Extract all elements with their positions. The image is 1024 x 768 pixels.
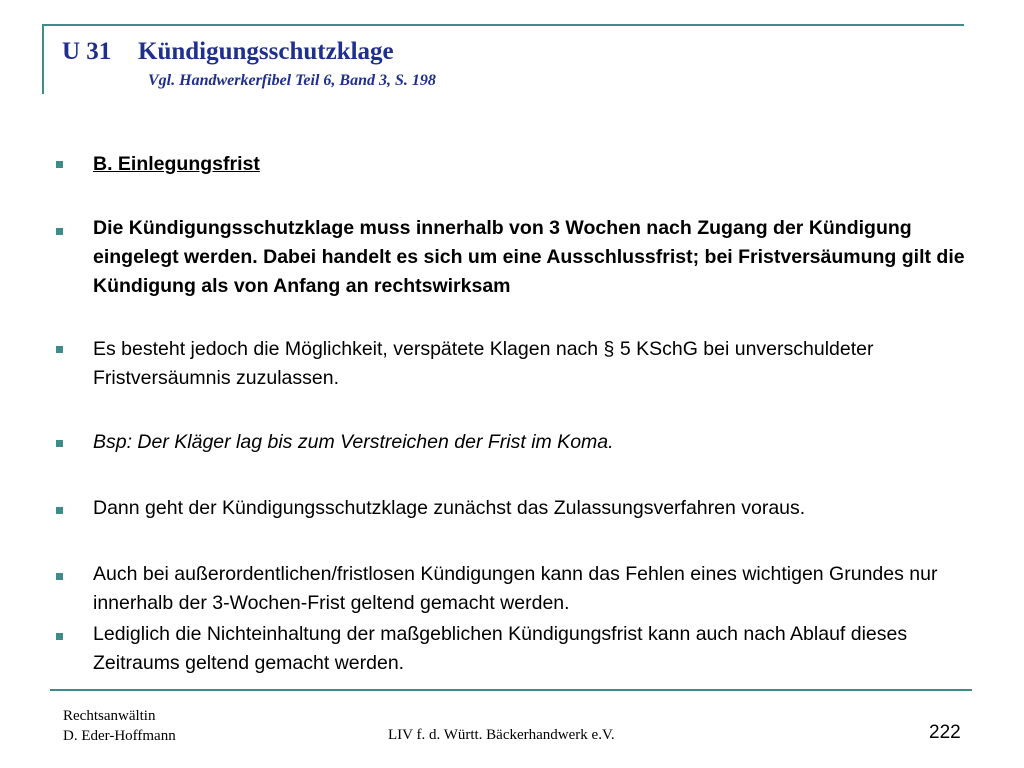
bullet-marker-3 xyxy=(56,346,63,353)
bullet-marker-4 xyxy=(56,440,63,447)
footer-author-title: Rechtsanwältin xyxy=(63,708,156,724)
bullet-item-4: Bsp: Der Kläger lag bis zum Verstreichen der Frist im Koma. xyxy=(93,431,614,453)
bullet-marker-5 xyxy=(56,507,63,514)
footer-divider xyxy=(50,689,972,691)
page-number: 222 xyxy=(929,722,961,743)
footer-organization: LIV f. d. Württ. Bäckerhandwerk e.V. xyxy=(388,727,615,743)
bullet-marker-7 xyxy=(56,633,63,640)
slide-title xyxy=(62,38,394,66)
bullet-marker-1 xyxy=(56,161,63,168)
slide-subtitle: Vgl. Handwerkerfibel Teil 6, Band 3, S. 198 xyxy=(148,72,436,89)
bullet-item-2: Die Kündigungsschutzklage muss innerhalb von 3 Wochen nach Zugang der Kündigung eingelegt werden. Dabei handelt es sich um eine Ausschlussfrist; bei Fristversäumung gilt die Kündigung als von Anfang an rechtswirksam xyxy=(93,217,965,297)
title-accent-horizontal-line xyxy=(42,24,964,26)
bullet-marker-2 xyxy=(56,228,63,235)
bullet-item-5: Dann geht der Kündigungsschutzklage zunächst das Zulassungsverfahren voraus. xyxy=(93,497,806,519)
footer-author-name: D. Eder-Hoffmann xyxy=(63,728,176,744)
bullet-heading: B. Einlegungsfrist xyxy=(93,153,260,175)
slide-title-number: U 31 xyxy=(62,38,112,65)
bullet-marker-6 xyxy=(56,573,63,580)
title-accent-vertical-line xyxy=(42,24,44,94)
bullet-item-3: Es besteht jedoch die Möglichkeit, verspätete Klagen nach § 5 KSchG bei unverschuldeter Fristversäumnis zuzulassen. xyxy=(93,338,874,389)
footer-author xyxy=(63,706,176,746)
bullet-item-7: Lediglich die Nichteinhaltung der maßgeblichen Kündigungsfrist kann auch nach Ablauf dieses Zeitraums geltend gemacht werden. xyxy=(93,623,908,674)
slide-title-text: Kündigungsschutzklage xyxy=(138,38,394,65)
bullet-item-6: Auch bei außerordentlichen/fristlosen Kündigungen kann das Fehlen eines wichtigen Grundes nur innerhalb der 3-Wochen-Frist geltend gemacht werden. xyxy=(93,563,938,614)
